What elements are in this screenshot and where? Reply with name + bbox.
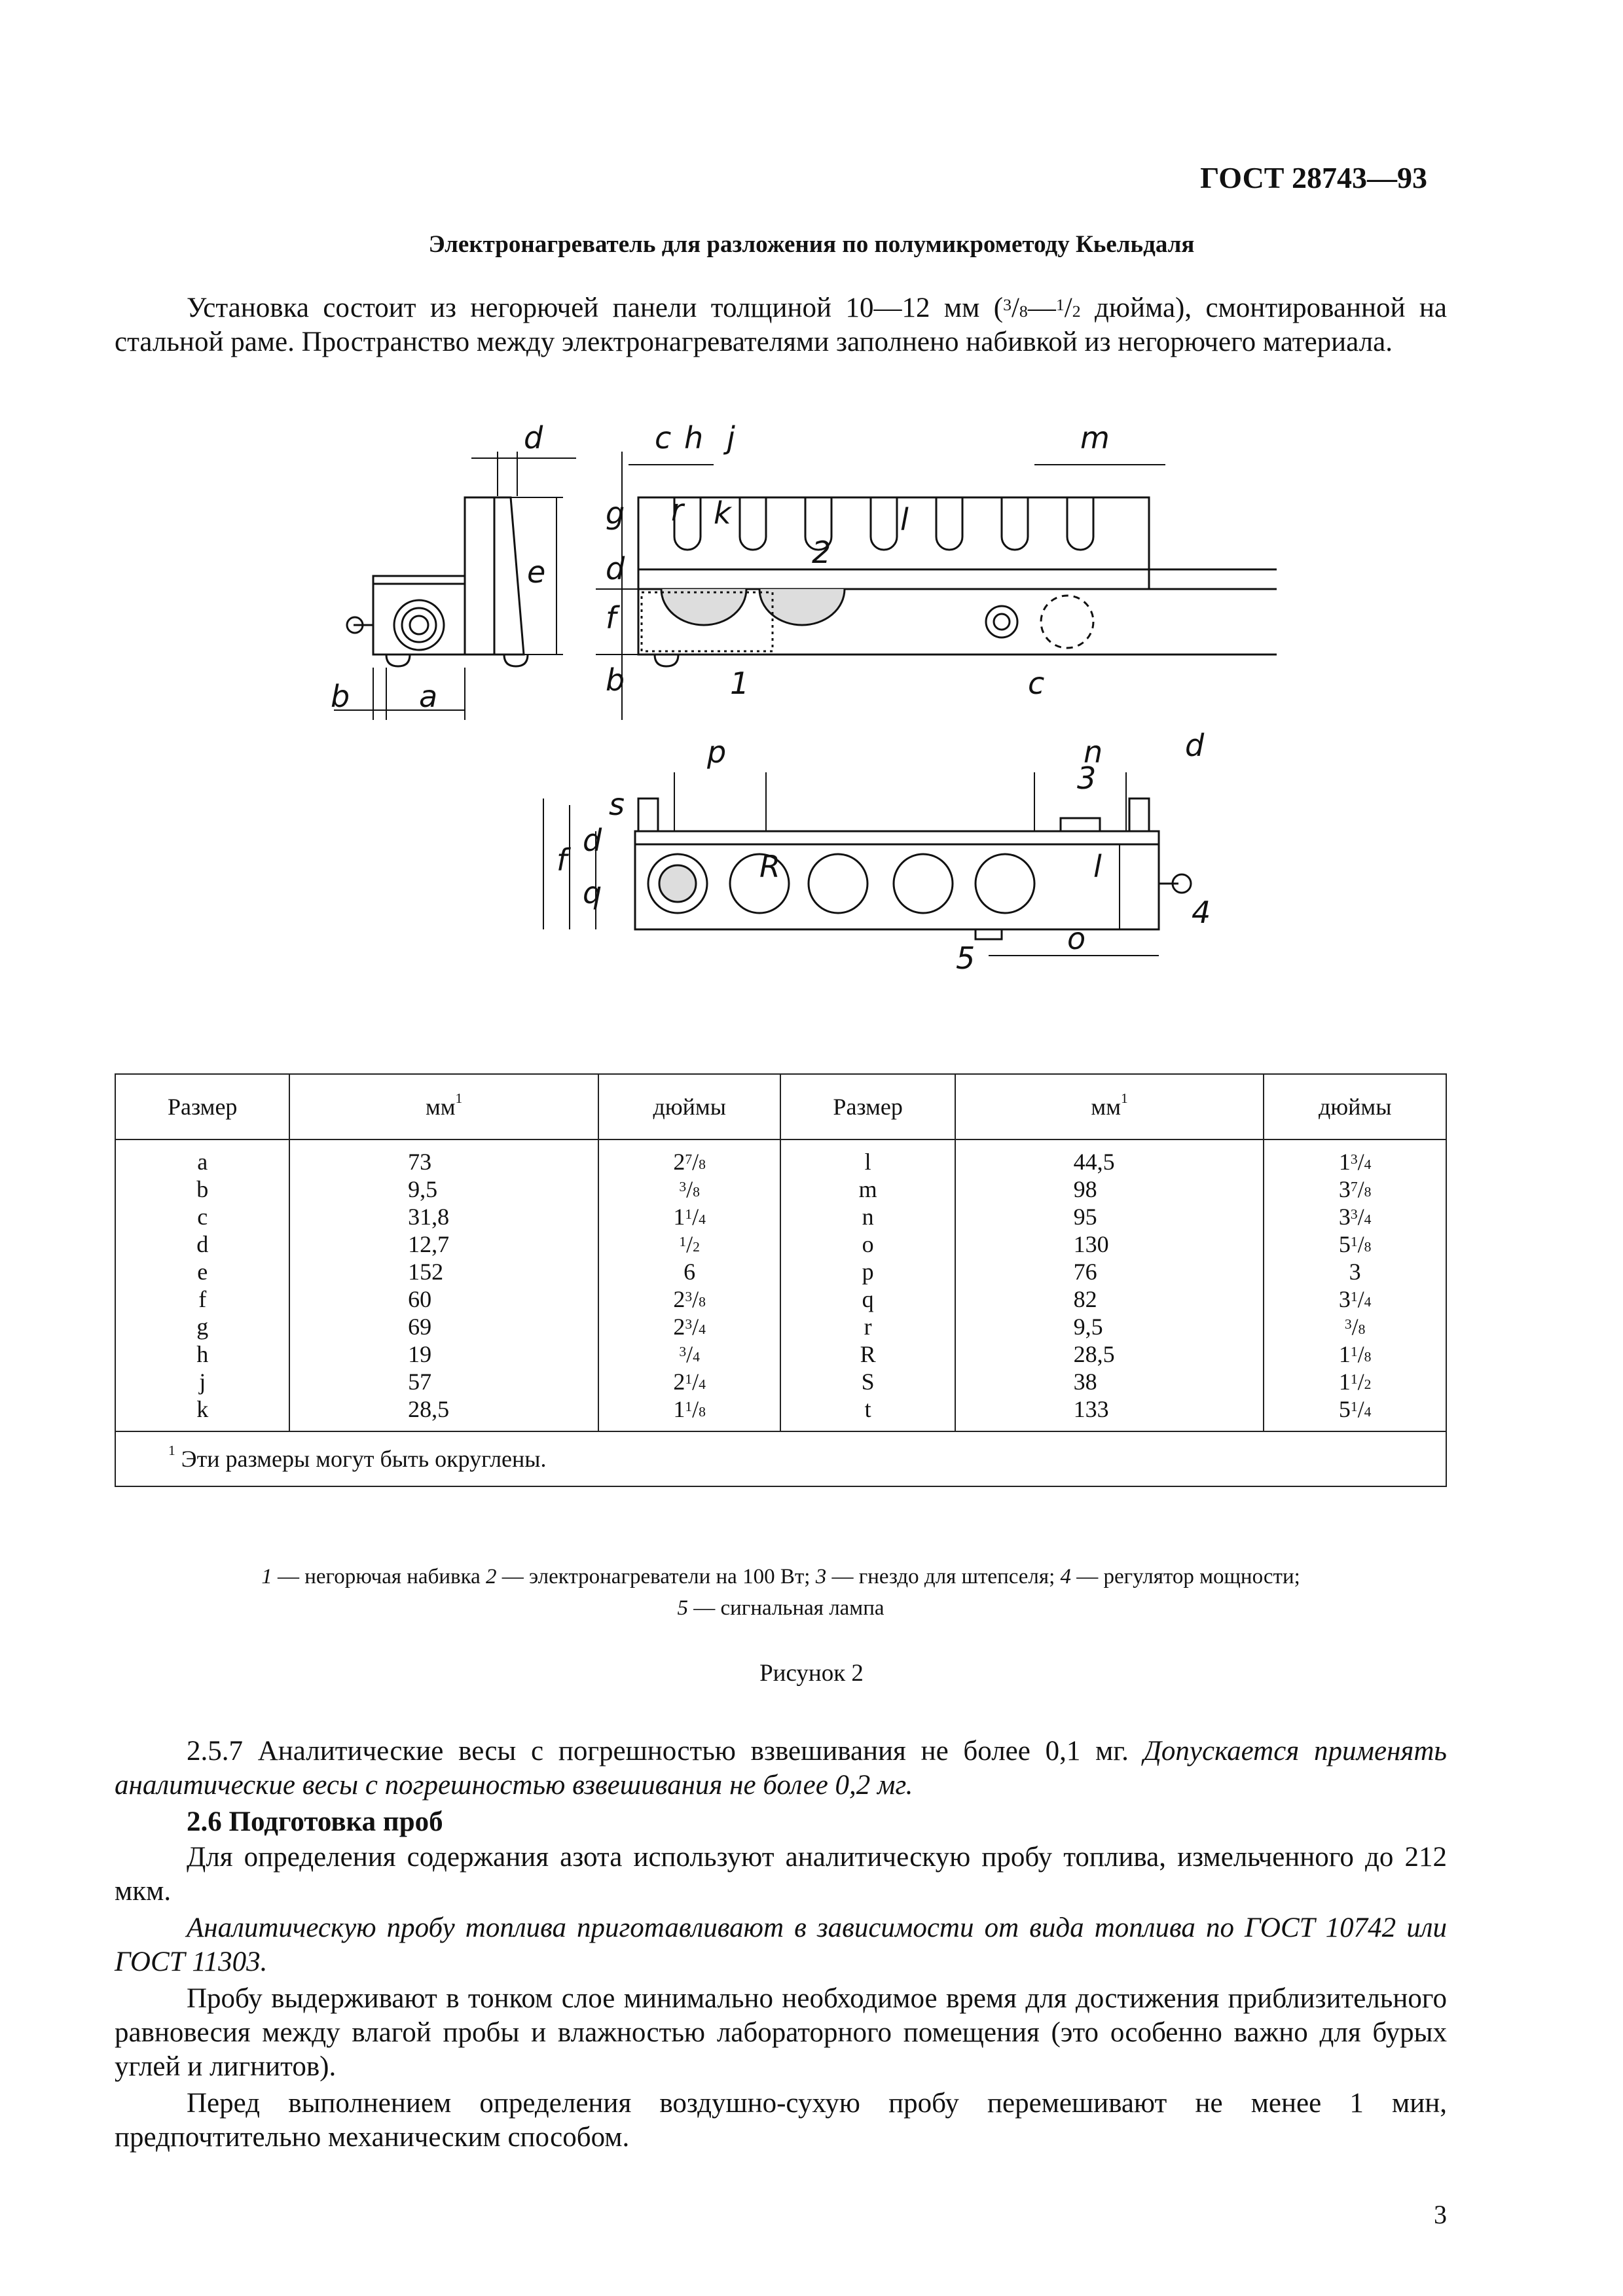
- mm-cell: 76: [955, 1258, 1264, 1285]
- mm-cell: 12,7: [289, 1230, 598, 1258]
- table-row: [115, 1395, 1446, 1431]
- mm-cell: 60: [289, 1285, 598, 1313]
- size-cell: p: [780, 1258, 955, 1285]
- paragraph-2: Аналитическую пробу топлива приготавливают в зависимости от вида топлива по ГОСТ 10742 или ГОСТ 11303.: [115, 1912, 1447, 1977]
- size-cell: b: [115, 1175, 289, 1203]
- heater-drawing: [308, 412, 1277, 1001]
- dim-label-1: 1: [730, 666, 750, 701]
- inch-cell: $2^1/_4$: [598, 1368, 781, 1395]
- dim-label-e: e: [527, 554, 546, 590]
- mm-cell: 9,5: [289, 1175, 598, 1203]
- dim-label-3: 3: [1077, 761, 1097, 796]
- section-2-6-heading: 2.6 Подготовка проб: [187, 1806, 443, 1837]
- table-row: [115, 1340, 1446, 1368]
- figure-caption: Рисунок 2: [759, 1660, 864, 1687]
- inch-cell: $^3/_4$: [598, 1340, 781, 1368]
- dim-label-d: d: [524, 420, 543, 456]
- dim-label-2: 2: [812, 535, 831, 570]
- dim-label-k: k: [714, 495, 731, 531]
- size-cell: S: [780, 1368, 955, 1395]
- mm-cell: 73: [289, 1139, 598, 1175]
- size-cell: n: [780, 1203, 955, 1230]
- size-cell: q: [780, 1285, 955, 1313]
- dim-label-h: h: [684, 420, 704, 456]
- inch-cell: $^3/_8$: [1264, 1313, 1446, 1340]
- paragraph-1: Для определения содержания азота используют аналитическую пробу топлива, измельченного до 212 мкм.: [115, 1842, 1447, 1907]
- inch-cell: 6: [598, 1258, 781, 1285]
- col-mm-1: $мм^1$: [289, 1074, 598, 1139]
- size-cell: f: [115, 1285, 289, 1313]
- dim-label-p: p: [707, 734, 727, 770]
- size-cell: h: [115, 1340, 289, 1368]
- dim-label-m: m: [1080, 420, 1110, 456]
- dim-label-g: g: [606, 495, 625, 531]
- inch-cell: $1^1/_4$: [598, 1203, 781, 1230]
- inch-cell: $5^1/_8$: [1264, 1230, 1446, 1258]
- table-row: [115, 1139, 1446, 1175]
- size-cell: g: [115, 1313, 289, 1340]
- dim-label-R: R: [759, 849, 780, 884]
- col-size-2: Размер: [780, 1074, 955, 1139]
- mm-cell: 95: [955, 1203, 1264, 1230]
- dim-label-q: q: [583, 875, 602, 910]
- front-view-top: [596, 452, 1277, 720]
- dim-label-c: c: [655, 420, 672, 456]
- size-cell: m: [780, 1175, 955, 1203]
- dim-label-4: 4: [1192, 895, 1211, 930]
- table-header-row: [115, 1074, 1446, 1139]
- mm-cell: 82: [955, 1285, 1264, 1313]
- size-cell: k: [115, 1395, 289, 1431]
- col-size-1: Размер: [115, 1074, 289, 1139]
- dim-label-a: a: [419, 679, 438, 714]
- mm-cell: 98: [955, 1175, 1264, 1203]
- inch-cell: $3^7/_8$: [1264, 1175, 1446, 1203]
- inch-cell: $5^1/_4$: [1264, 1395, 1446, 1431]
- dim-label-b: b: [331, 679, 350, 714]
- size-cell: r: [780, 1313, 955, 1340]
- mm-cell: 31,8: [289, 1203, 598, 1230]
- inch-cell: $1^1/_2$: [1264, 1368, 1446, 1395]
- col-inch-2: дюймы: [1264, 1074, 1446, 1139]
- inch-cell: $2^3/_8$: [598, 1285, 781, 1313]
- size-cell: d: [115, 1230, 289, 1258]
- mm-cell: 28,5: [955, 1340, 1264, 1368]
- paragraph-2-5-7: 2.5.7 Аналитические весы с погрешностью взвешивания не более 0,1 мг. Допускается применять аналитические весы с погрешностью взвешивания не более 0,2 мг.: [115, 1736, 1448, 1801]
- table-row: [115, 1285, 1446, 1313]
- table-row: [115, 1368, 1446, 1395]
- mm-cell: 28,5: [289, 1395, 598, 1431]
- mm-cell: 152: [289, 1258, 598, 1285]
- table-row: [115, 1175, 1446, 1203]
- dim-label-b2: b: [606, 662, 625, 698]
- table-footnote: $^1$ Эти размеры могут быть округлены.: [115, 1431, 1446, 1486]
- dim-label-c2: c: [1028, 666, 1045, 701]
- size-cell: a: [115, 1139, 289, 1175]
- mm-cell: 57: [289, 1368, 598, 1395]
- dim-label-o: o: [1067, 921, 1086, 956]
- dim-label-l2: l: [1093, 849, 1102, 884]
- inch-cell: $^3/_8$: [598, 1175, 781, 1203]
- dim-label-l: l: [900, 502, 909, 537]
- paragraph-4: Перед выполнением определения воздушно-сухую пробу перемешивают не менее 1 мин, предпочтительно механическим способом.: [115, 2088, 1447, 2153]
- table-row: [115, 1313, 1446, 1340]
- mm-cell: 9,5: [955, 1313, 1264, 1340]
- table-row: [115, 1230, 1446, 1258]
- dim-label-f: f: [606, 600, 617, 636]
- inch-cell: $3^3/_4$: [1264, 1203, 1446, 1230]
- size-cell: c: [115, 1203, 289, 1230]
- inch-cell: $1^1/_8$: [1264, 1340, 1446, 1368]
- inch-cell: $1^3/_4$: [1264, 1139, 1446, 1175]
- page-number: 3: [1434, 2200, 1447, 2229]
- dim-label-d2: d: [606, 551, 625, 586]
- dim-label-f2: f: [556, 842, 568, 878]
- inch-cell: $3^1/_4$: [1264, 1285, 1446, 1313]
- dim-label-j: j: [727, 420, 735, 456]
- dim-label-r: r: [671, 492, 684, 528]
- mm-cell: 19: [289, 1340, 598, 1368]
- mm-cell: 133: [955, 1395, 1264, 1431]
- inch-cell: $2^7/_8$: [598, 1139, 781, 1175]
- dim-label-5: 5: [956, 941, 976, 976]
- inch-cell: $1^1/_8$: [598, 1395, 781, 1431]
- size-cell: j: [115, 1368, 289, 1395]
- col-mm-2: $мм^1$: [955, 1074, 1264, 1139]
- figure-title: Электронагреватель для разложения по полумикрометоду Кьельдаля: [428, 231, 1195, 258]
- dimensions-table: [115, 1073, 1447, 1487]
- paragraph-3: Пробу выдерживают в тонком слое минимально необходимое время для достижения приблизительного равновесия между влагой пробы и влажностью лабораторного помещения (это особенно важно для бурых углей и лигнитов).: [115, 1983, 1447, 2082]
- inch-cell: $2^3/_4$: [598, 1313, 781, 1340]
- size-cell: o: [780, 1230, 955, 1258]
- mm-cell: 130: [955, 1230, 1264, 1258]
- standard-number: ГОСТ 28743—93: [1200, 161, 1427, 194]
- size-cell: e: [115, 1258, 289, 1285]
- col-inch-1: дюймы: [598, 1074, 781, 1139]
- inch-cell: 3: [1264, 1258, 1446, 1285]
- dim-label-d4: d: [583, 823, 602, 858]
- mm-cell: 44,5: [955, 1139, 1264, 1175]
- table-row: [115, 1203, 1446, 1230]
- size-cell: t: [780, 1395, 955, 1431]
- dim-label-n: n: [1084, 734, 1103, 770]
- table-row: [115, 1258, 1446, 1285]
- dim-label-s: s: [609, 787, 625, 822]
- size-cell: l: [780, 1139, 955, 1175]
- inch-cell: $^1/_2$: [598, 1230, 781, 1258]
- mm-cell: 38: [955, 1368, 1264, 1395]
- size-cell: R: [780, 1340, 955, 1368]
- intro-paragraph: Установка состоит из негорючей панели толщиной 10—12 мм ($^3/_8—^1/_2$ дюйма), смонтированной на стальной раме. Пространство между электронагревателями заполнено набивкой из негорючего материала.: [115, 293, 1447, 357]
- figure-legend: 1 — негорючая набивка 2 — электронагреватели на 100 Вт; 3 — гнездо для штепселя; 4 — регулятор мощности; 5 — сигнальная лампа: [261, 1565, 1300, 1620]
- mm-cell: 69: [289, 1313, 598, 1340]
- dim-label-d3: d: [1185, 728, 1205, 763]
